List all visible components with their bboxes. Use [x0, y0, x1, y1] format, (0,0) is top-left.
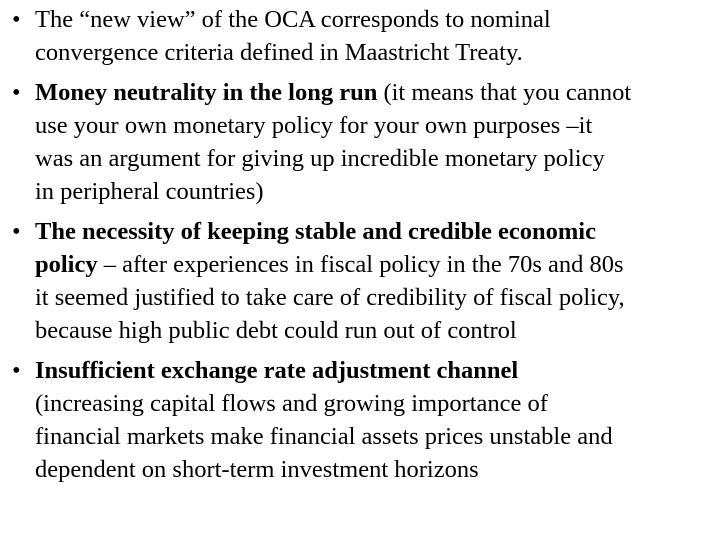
text: it seemed justified to take care of credibility of fiscal policy, [35, 284, 625, 311]
text-line [35, 76, 720, 109]
text: financial markets make financial assets prices unstable and [35, 423, 613, 450]
bold-text: Money neutrality in the long run [35, 79, 378, 106]
text-line [35, 142, 720, 175]
bullet-icon: • [12, 6, 21, 33]
text: (increasing capital flows and growing importance of [35, 390, 548, 417]
text: – after experiences in fiscal policy in the 70s and 80s [97, 251, 624, 278]
bullet-list [0, 3, 720, 493]
text: convergence criteria defined in Maastricht Treaty. [35, 39, 523, 66]
text-line [35, 109, 720, 142]
text-line [35, 175, 720, 208]
text: (it means that you cannot [377, 79, 632, 106]
text: dependent on short-term investment horizons [35, 456, 479, 483]
bullet-item [0, 76, 720, 208]
bullet-icon: • [12, 357, 21, 384]
text-line [35, 453, 720, 486]
text-line [35, 314, 720, 347]
text: The “new view” of the OCA corresponds to nominal [35, 6, 551, 33]
text-line [35, 387, 720, 420]
bold-text: Insufficient exchange rate adjustment channel [35, 357, 519, 384]
bullet-item [0, 215, 720, 347]
text: in peripheral countries) [35, 178, 264, 205]
bullet-item [0, 354, 720, 486]
text-line [35, 36, 720, 69]
text-line [35, 3, 720, 36]
bold-text: policy [35, 251, 98, 278]
text-line [35, 420, 720, 453]
bullet-icon: • [12, 79, 21, 106]
text-line [35, 281, 720, 314]
text-line [35, 248, 720, 281]
text: because high public debt could run out of control [35, 317, 517, 344]
bullet-item [0, 3, 720, 69]
text-line [35, 215, 720, 248]
text: use your own monetary policy for your own purposes –it [35, 112, 593, 139]
bold-text: The necessity of keeping stable and credible economic [35, 218, 596, 245]
text-line [35, 354, 720, 387]
text: was an argument for giving up incredible monetary policy [35, 145, 605, 172]
bullet-icon: • [12, 218, 21, 245]
